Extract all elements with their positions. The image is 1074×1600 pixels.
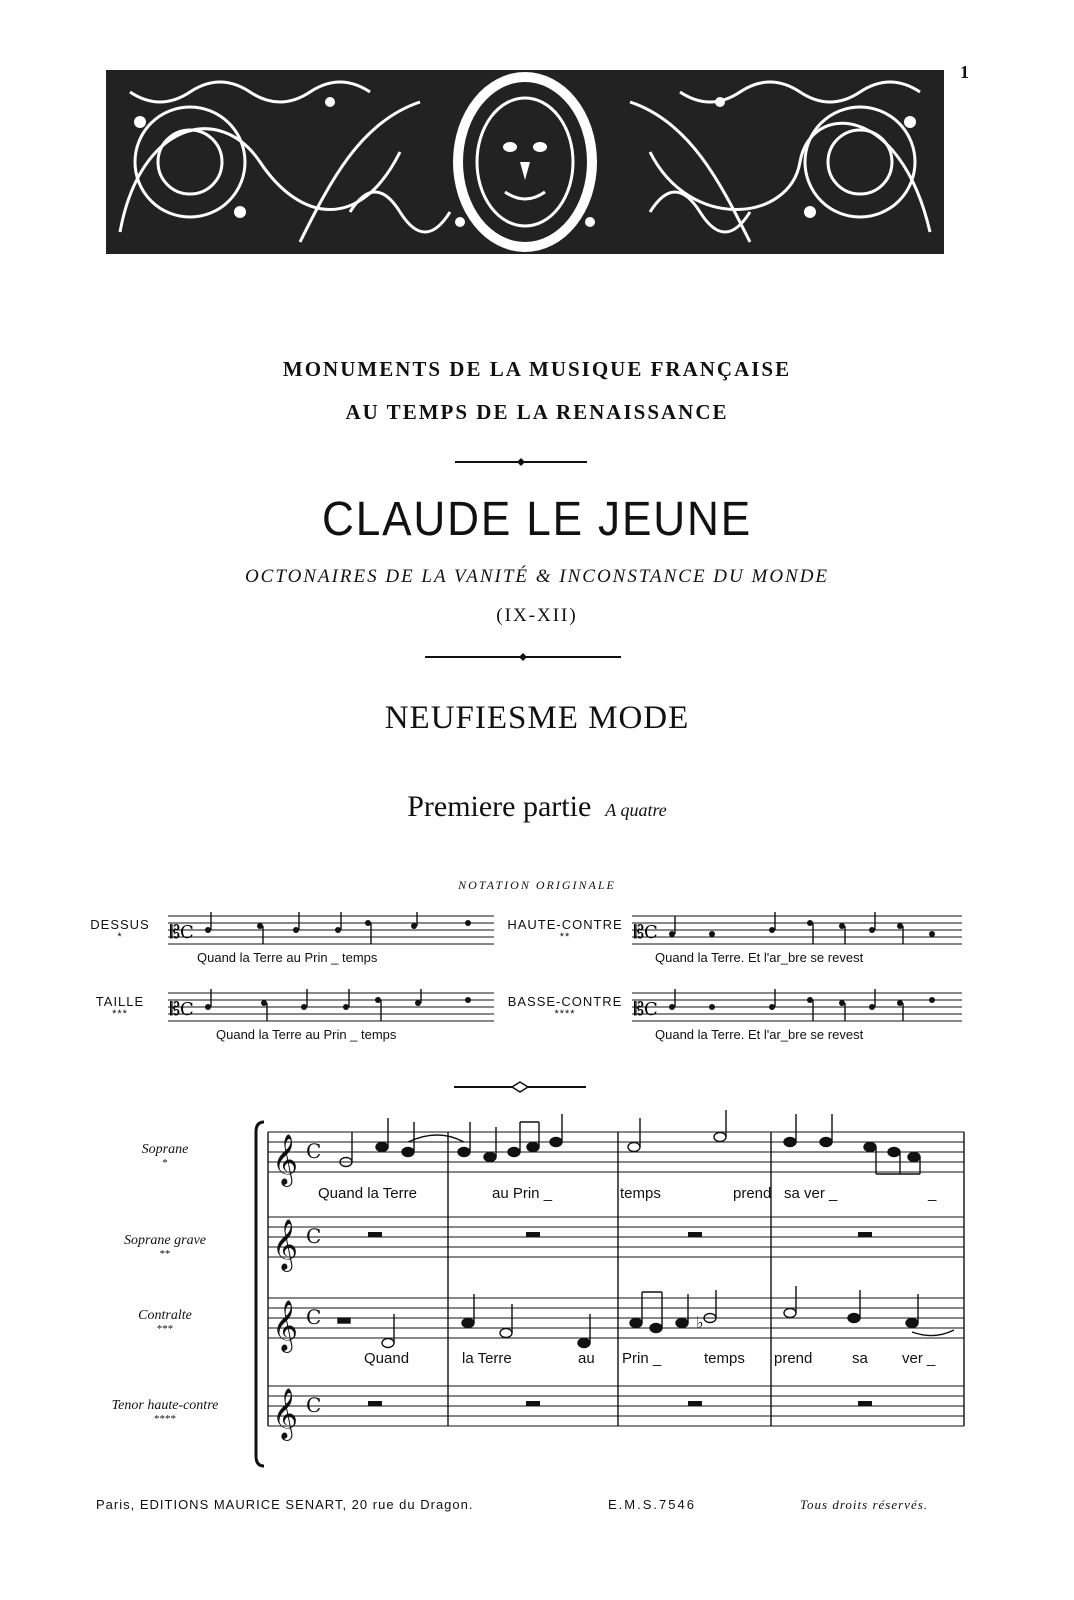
svg-text:𝄡C: 𝄡C — [634, 999, 658, 1020]
score-lyric: _ — [928, 1185, 937, 1202]
score-lyric: ver _ — [902, 1350, 936, 1367]
incipit-voice-stars: *** — [112, 1008, 128, 1020]
svg-text:C: C — [306, 1224, 322, 1248]
svg-text:𝄡C: 𝄡C — [170, 999, 194, 1020]
score-lyric: prend — [774, 1350, 813, 1367]
staff-soprane — [268, 1132, 964, 1172]
incipit-voice-stars: ** — [559, 931, 571, 943]
svg-text:𝄞: 𝄞 — [272, 1300, 299, 1351]
score-label-soprane — [80, 1142, 250, 1168]
svg-text:𝄡C: 𝄡C — [634, 922, 658, 943]
score-lyric: au Prin _ — [492, 1185, 553, 1202]
score-voice-name: Contralte — [138, 1308, 192, 1323]
composer-name: CLAUDE LE JEUNE — [321, 493, 753, 546]
incipit-label-dessus — [80, 917, 160, 942]
score-lyric: au — [578, 1350, 595, 1367]
incipit-voice-name: BASSE-CONTRE — [507, 994, 623, 1009]
ornamental-rule-2 — [425, 650, 621, 664]
incipit-label-haute-contre — [498, 917, 632, 942]
incipit-staff-haute-contre — [632, 912, 962, 948]
score-lyric: Prin _ — [622, 1350, 662, 1367]
footer-publisher: Paris, EDITIONS MAURICE SENART, 20 rue du Dragon. — [96, 1497, 474, 1512]
svg-text:𝄞: 𝄞 — [272, 1134, 299, 1185]
work-title: OCTONAIRES DE LA VANITÉ & INCONSTANCE DU MONDE — [244, 566, 830, 587]
score-lyric: la Terre — [462, 1350, 512, 1367]
incipit-label-taille — [80, 994, 160, 1019]
incipit-lyric-basse-contre: Quand la Terre. Et l'ar_bre se revest — [655, 1027, 864, 1042]
score-voice-stars: *** — [156, 1323, 174, 1335]
incipit-staff-basse-contre — [632, 989, 962, 1025]
svg-text:♭: ♭ — [696, 1313, 704, 1332]
footer-plate-number: E.M.S.7546 — [608, 1497, 696, 1512]
mode-title: NEUFIESME MODE — [384, 700, 690, 736]
ornamental-rule-1 — [455, 455, 587, 469]
incipit-lyric-dessus: Quand la Terre au Prin _ temps — [197, 950, 378, 965]
work-range: (IX-XII) — [496, 605, 578, 626]
incipit-label-basse-contre — [498, 994, 632, 1019]
score-voice-stars: **** — [154, 1413, 176, 1425]
part-title: Premiere partie — [407, 790, 592, 823]
page-number: 1 — [960, 62, 969, 82]
incipit-voice-stars: * — [117, 931, 123, 943]
svg-text:C: C — [306, 1305, 322, 1329]
score-label-contralte — [80, 1308, 250, 1334]
part-voices-note: A quatre — [605, 800, 667, 820]
incipit-lyric-haute-contre: Quand la Terre. Et l'ar_bre se revest — [655, 950, 864, 965]
incipit-voice-stars: **** — [554, 1008, 576, 1020]
score-lyric: temps — [620, 1185, 661, 1202]
ornamental-banner — [100, 62, 950, 262]
svg-text:C: C — [306, 1139, 322, 1163]
score-voice-name: Soprane — [141, 1142, 189, 1157]
ornamental-rule-3 — [454, 1080, 586, 1094]
notation-label: NOTATION ORIGINALE — [458, 878, 616, 892]
incipit-staff-dessus — [168, 912, 494, 948]
part-heading — [0, 790, 1074, 824]
score-voice-name: Tenor haute-contre — [111, 1398, 219, 1413]
incipit-voice-name: DESSUS — [90, 917, 150, 932]
svg-text:𝄞: 𝄞 — [272, 1388, 299, 1439]
series-title-line-2: AU TEMPS DE LA RENAISSANCE — [345, 400, 729, 424]
score-label-soprane-grave — [80, 1233, 250, 1259]
score-voice-stars: ** — [159, 1248, 171, 1260]
score-lyric: temps — [704, 1350, 745, 1367]
score-system — [258, 1118, 970, 1470]
footer-rights: Tous droits réservés. — [800, 1497, 929, 1512]
incipit-lyric-taille: Quand la Terre au Prin _ temps — [216, 1027, 397, 1042]
score-lyric: prend — [733, 1185, 772, 1202]
score-lyric: Quand la Terre — [318, 1185, 417, 1202]
incipit-voice-name: TAILLE — [95, 994, 145, 1009]
incipit-staff-taille — [168, 989, 494, 1025]
score-lyric: sa — [852, 1350, 868, 1367]
series-title-line-1: MONUMENTS DE LA MUSIQUE FRANÇAISE — [282, 357, 792, 381]
score-lyric: sa ver _ — [784, 1185, 838, 1202]
svg-text:C: C — [306, 1393, 322, 1417]
svg-text:𝄡C: 𝄡C — [170, 922, 194, 943]
svg-text:𝄞: 𝄞 — [272, 1219, 299, 1270]
score-label-tenor-haute-contre — [80, 1398, 250, 1424]
incipit-voice-name: HAUTE-CONTRE — [507, 917, 623, 932]
score-voice-name: Soprane grave — [123, 1233, 207, 1248]
score-lyric: Quand — [364, 1350, 410, 1367]
score-voice-stars: * — [162, 1157, 168, 1169]
